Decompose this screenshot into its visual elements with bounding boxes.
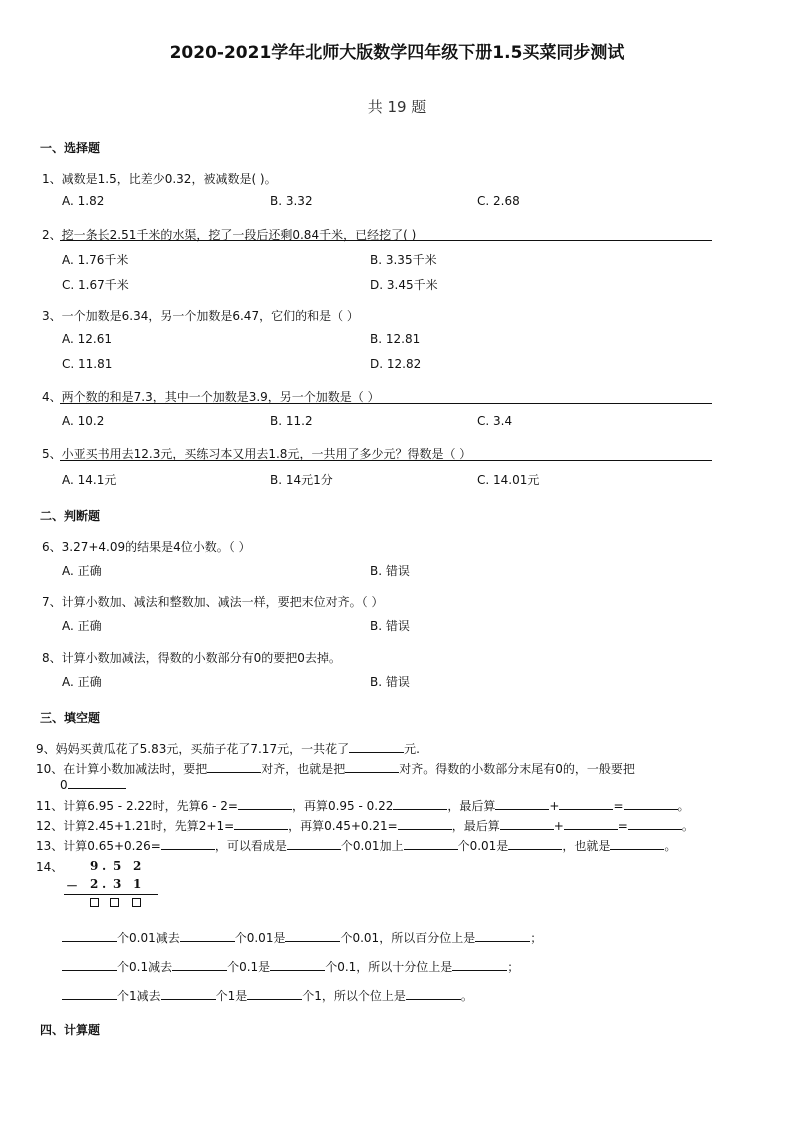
question-13-text-5: ，也就是: [562, 839, 611, 853]
question-9-unit: 元.: [404, 742, 420, 756]
option-5a[interactable]: A. 14.1元: [62, 473, 117, 487]
question-13-text-2: ，可以看成是: [214, 839, 287, 853]
question-13-text-3: 个0.01加上: [340, 839, 404, 853]
question-14-line-3: [62, 987, 473, 1004]
answer-blank[interactable]: [500, 817, 554, 830]
answer-blank[interactable]: [68, 776, 126, 789]
question-12-equals: =: [617, 819, 628, 833]
answer-blank[interactable]: [349, 740, 404, 753]
answer-blank[interactable]: [610, 837, 664, 850]
option-4c[interactable]: C. 3.4: [477, 414, 513, 428]
calc-digit: 9: [90, 859, 99, 873]
option-8b[interactable]: B. 错误: [370, 675, 410, 689]
answer-blank[interactable]: [247, 987, 302, 1000]
q14-l1-text-2: 个0.01是: [234, 931, 286, 945]
question-5: 5、小亚买书用去12.3元，买练习本又用去1.8元，一共用了多少元？得数是（ ）: [42, 447, 472, 461]
calc-decimal-point: .: [102, 877, 107, 891]
question-4: 4、两个数的和是7.3，其中一个加数是3.9，另一个加数是（ ）: [42, 390, 380, 404]
question-11-text-3: ，最后算: [447, 799, 496, 813]
q14-l2-end: ；: [507, 960, 520, 974]
question-12-text-3: ，最后算: [451, 819, 500, 833]
answer-blank[interactable]: [495, 797, 549, 810]
answer-box[interactable]: [90, 898, 99, 907]
question-11-end: 。: [677, 799, 690, 813]
question-count: 共 19 题: [367, 98, 427, 116]
calc-digit: 5: [113, 859, 122, 873]
answer-blank[interactable]: [475, 929, 530, 942]
question-11-equals: =: [613, 799, 624, 813]
answer-box[interactable]: [132, 898, 141, 907]
option-7b[interactable]: B. 错误: [370, 619, 410, 633]
option-4b[interactable]: B. 11.2: [270, 414, 313, 428]
question-11-text-1: 11、计算6.95 - 2.22时，先算6 - 2=: [36, 799, 238, 813]
option-3d[interactable]: D. 12.82: [370, 357, 422, 371]
answer-blank[interactable]: [452, 958, 507, 971]
answer-blank[interactable]: [172, 958, 227, 971]
option-6a[interactable]: A. 正确: [62, 564, 102, 578]
question-10-text-3: 对齐。得数的小数部分末尾有0的，一般要把: [399, 762, 635, 776]
answer-blank[interactable]: [393, 797, 447, 810]
question-9-text: 9、妈妈买黄瓜花了5.83元，买茄子花了7.17元，一共花了: [36, 742, 350, 756]
q14-l1-text-1: 个0.01减去: [117, 931, 180, 945]
question-13-end: 。: [664, 839, 677, 853]
answer-blank[interactable]: [207, 760, 261, 773]
question-7: 7、计算小数加、减法和整数加、减法一样，要把末位对齐。（ ）: [42, 595, 384, 609]
section-heading-judge: 二、判断题: [40, 509, 101, 523]
calc-digit: 2: [133, 859, 142, 873]
answer-blank[interactable]: [270, 958, 325, 971]
question-13-text-1: 13、计算0.65+0.26=: [36, 839, 161, 853]
option-2c[interactable]: C. 1.67千米: [62, 278, 129, 292]
question-12-plus: +: [553, 819, 564, 833]
option-5c[interactable]: C. 14.01元: [477, 473, 540, 487]
q14-l3-text-2: 个1是: [215, 989, 248, 1003]
q14-l1-end: ；: [530, 931, 543, 945]
answer-blank[interactable]: [624, 797, 678, 810]
section-heading-choice: 一、选择题: [40, 141, 101, 155]
question-10: [36, 760, 635, 777]
option-1b[interactable]: B. 3.32: [270, 194, 313, 208]
answer-blank[interactable]: [234, 817, 288, 830]
answer-blank[interactable]: [161, 837, 215, 850]
option-3b[interactable]: B. 12.81: [370, 332, 421, 346]
answer-blank[interactable]: [238, 797, 292, 810]
option-3c[interactable]: C. 11.81: [62, 357, 113, 371]
calc-result-line: [64, 894, 158, 895]
question-14-number: 14、: [36, 860, 64, 874]
question-12-end: 。: [681, 819, 694, 833]
question-2: 2、挖一条长2.51千米的水渠，挖了一段后还剩0.84千米，已经挖了( ): [42, 228, 417, 242]
question-12-text-2: ，再算0.45+0.21=: [288, 819, 398, 833]
answer-blank[interactable]: [287, 837, 341, 850]
option-1c[interactable]: C. 2.68: [477, 194, 520, 208]
page-title: 2020-2021学年北师大版数学四年级下册1.5买菜同步测试: [169, 43, 625, 63]
section-heading-calc: 四、计算题: [40, 1023, 101, 1037]
option-3a[interactable]: A. 12.61: [62, 332, 112, 346]
answer-blank[interactable]: [62, 958, 117, 971]
answer-blank[interactable]: [180, 929, 235, 942]
question-8: 8、计算小数加减法，得数的小数部分有0的要把0去掉。: [42, 651, 341, 665]
answer-blank[interactable]: [508, 837, 562, 850]
question-14-line-2: [62, 958, 519, 975]
calc-minus-sign: －: [66, 879, 79, 893]
option-2a[interactable]: A. 1.76千米: [62, 253, 129, 267]
option-7a[interactable]: A. 正确: [62, 619, 102, 633]
question-13-text-4: 个0.01是: [457, 839, 509, 853]
answer-box[interactable]: [110, 898, 119, 907]
answer-blank[interactable]: [161, 987, 216, 1000]
q14-l3-end: 。: [460, 989, 473, 1003]
q14-l3-text-1: 个1减去: [117, 989, 161, 1003]
option-8a[interactable]: A. 正确: [62, 675, 102, 689]
question-2-underline: [60, 240, 712, 241]
answer-blank[interactable]: [62, 987, 117, 1000]
option-5b[interactable]: B. 14元1分: [270, 473, 333, 487]
q14-l3-text-3: 个1，所以个位上是: [302, 989, 406, 1003]
question-3: 3、一个加数是6.34，另一个加数是6.47，它们的和是（ ）: [42, 309, 359, 323]
answer-blank[interactable]: [345, 760, 399, 773]
answer-blank[interactable]: [404, 837, 458, 850]
q14-l2-text-1: 个0.1减去: [117, 960, 173, 974]
option-2b[interactable]: B. 3.35千米: [370, 253, 437, 267]
calc-digit: 3: [113, 877, 122, 891]
question-12: [36, 817, 694, 834]
q14-l2-text-3: 个0.1，所以十分位上是: [325, 960, 453, 974]
answer-blank[interactable]: [398, 817, 452, 830]
answer-blank[interactable]: [285, 929, 340, 942]
question-9: [36, 740, 420, 757]
calc-decimal-point: .: [102, 859, 107, 873]
calc-digit: 2: [90, 877, 99, 891]
question-10-text-4: 0: [60, 778, 68, 792]
answer-blank[interactable]: [62, 929, 117, 942]
option-4a[interactable]: A. 10.2: [62, 414, 105, 428]
question-11: [36, 797, 690, 814]
question-1: 1、减数是1.5，比差少0.32，被减数是( )。: [42, 172, 277, 186]
question-6: 6、3.27+4.09的结果是4位小数。（ ）: [42, 540, 251, 554]
answer-blank[interactable]: [559, 797, 613, 810]
question-10-line-2: [60, 776, 126, 792]
question-13: [36, 837, 676, 854]
option-6b[interactable]: B. 错误: [370, 564, 410, 578]
question-10-text-1: 10、在计算小数加减法时，要把: [36, 762, 208, 776]
option-2d[interactable]: D. 3.45千米: [370, 278, 438, 292]
section-heading-fill: 三、填空题: [40, 711, 101, 725]
question-14-line-1: [62, 929, 542, 946]
question-4-underline: [60, 403, 712, 404]
q14-l1-text-3: 个0.01，所以百分位上是: [340, 931, 476, 945]
question-11-plus: +: [549, 799, 560, 813]
question-10-text-2: 对齐，也就是把: [261, 762, 346, 776]
answer-blank[interactable]: [406, 987, 461, 1000]
question-11-text-2: ，再算0.95 - 0.22: [291, 799, 394, 813]
calc-digit: 1: [133, 877, 142, 891]
answer-blank[interactable]: [628, 817, 682, 830]
option-1a[interactable]: A. 1.82: [62, 194, 105, 208]
question-12-text-1: 12、计算2.45+1.21时，先算2+1=: [36, 819, 235, 833]
answer-blank[interactable]: [564, 817, 618, 830]
question-5-underline: [60, 460, 712, 461]
q14-l2-text-2: 个0.1是: [227, 960, 271, 974]
